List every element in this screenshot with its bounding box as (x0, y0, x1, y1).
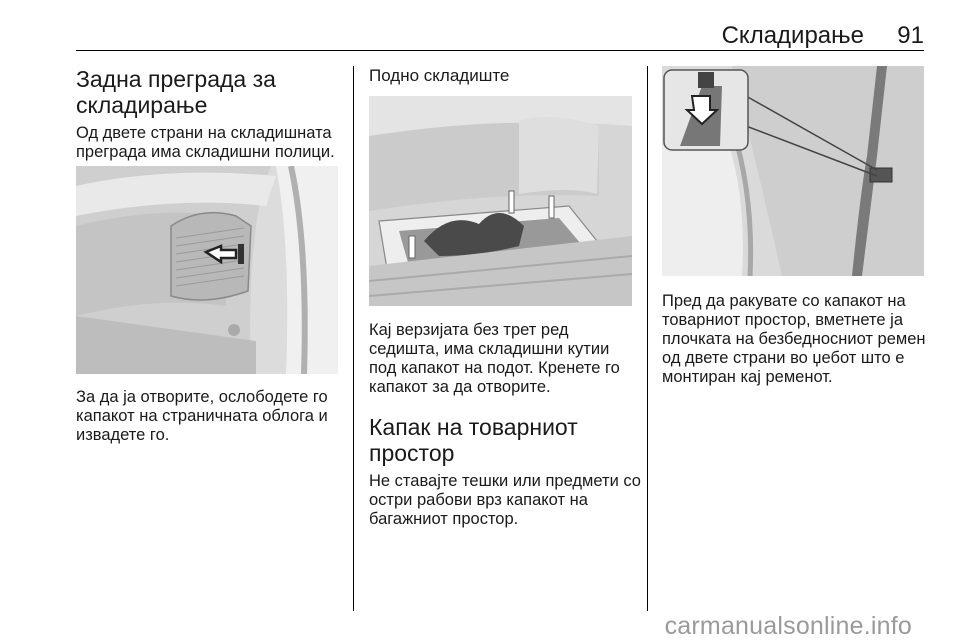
column-3-body (662, 292, 934, 387)
column-2-body (369, 321, 641, 529)
watermark: carmanualsonline.info (664, 612, 912, 640)
floor-storage-illustration (369, 96, 632, 306)
floor-storage-paragraph: Кај верзијата без трет ред седишта, има складишни кутии под капакот на подот. Кренете го капакот за да отворите. (369, 321, 620, 396)
side-trim-illustration (76, 166, 338, 374)
column-divider-1 (353, 66, 354, 611)
cargo-cover-paragraph: Не ставајте тешки или предмети со остри рабови врз капакот на багажниот простор. (369, 472, 641, 528)
seatbelt-tongue-paragraph: Пред да ракувате со капакот на товарниот простор, вметнете ја плочката на безбедносниот ремен од двете страни во џебот што е монтиран кај ременот. (662, 292, 926, 386)
header-rule (76, 50, 924, 51)
section-heading-cargo-cover: Капак на товарниот простор (369, 414, 578, 466)
column-1-caption (76, 388, 340, 445)
page-number: 91 (897, 22, 924, 49)
intro-paragraph: Од двете страни на складишната преграда има складишни полици. (76, 124, 335, 161)
section-heading-floor-storage: Подно складиште (369, 66, 510, 85)
figure-seatbelt-tongue (662, 66, 924, 276)
figure-side-trim-cover (76, 166, 338, 374)
seatbelt-illustration (662, 66, 924, 276)
column-1 (76, 66, 340, 162)
section-heading-rear-partition: Задна преграда за складирање (76, 66, 276, 118)
column-divider-2 (647, 66, 648, 611)
figure-floor-storage (369, 96, 632, 306)
column-2 (369, 66, 635, 86)
caption-open-cover: За да ја отворите, ослободете го капакот на страничната облога и извадете го. (76, 388, 328, 444)
running-header-title: Складирање (721, 22, 864, 49)
